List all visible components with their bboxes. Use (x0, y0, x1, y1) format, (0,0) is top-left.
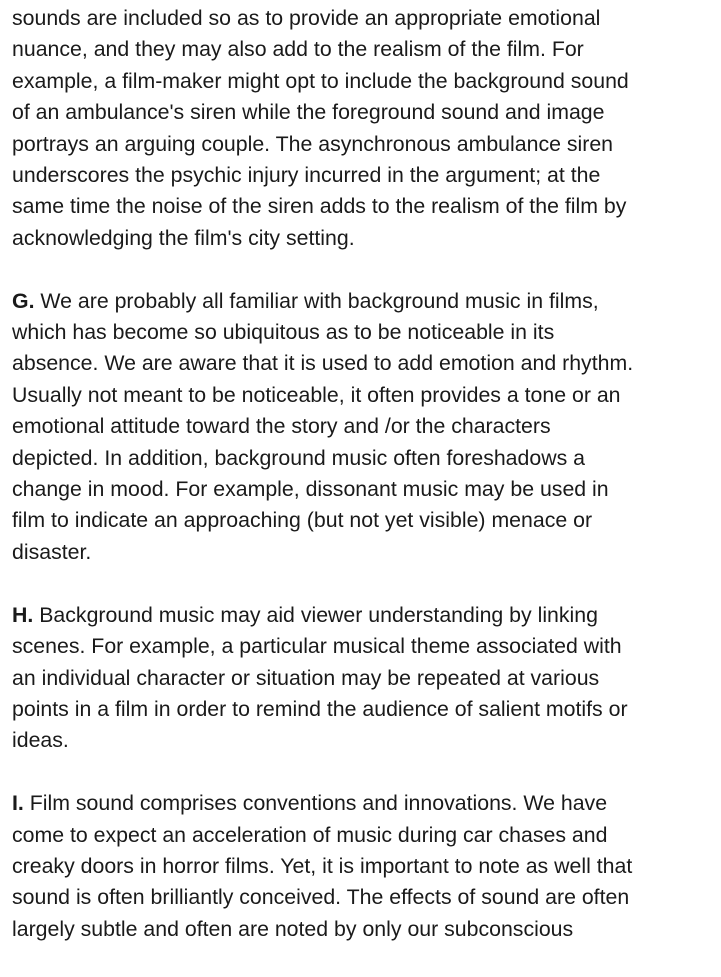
paragraph-label: I. (12, 791, 24, 816)
paragraph-g (12, 286, 712, 569)
text-line: nuance, and they may also add to the realism of the film. For (12, 37, 584, 62)
text-line (12, 600, 712, 631)
text-line: scenes. For example, a particular musical theme associated with (12, 634, 622, 659)
text-line-content: We are probably all familiar with background music in films, (34, 288, 599, 313)
text-line: an individual character or situation may be repeated at various (12, 665, 600, 690)
text-line: same time the noise of the siren adds to the realism of the film by (12, 194, 627, 219)
text-line: depicted. In addition, background music often foreshadows a (12, 445, 586, 470)
text-line-content: Background music may aid viewer understanding by linking (33, 602, 598, 627)
text-line: absence. We are aware that it is used to add emotion and rhythm. (12, 351, 634, 376)
text-line: points in a film in order to remind the audience of salient motifs or (12, 696, 628, 721)
text-line: change in mood. For example, dissonant music may be used in (12, 477, 609, 502)
paragraph-h (12, 600, 712, 757)
text-line: come to expect an acceleration of music during car chases and (12, 822, 608, 847)
text-line: which has become so ubiquitous as to be noticeable in its (12, 320, 555, 345)
text-line: film to indicate an approaching (but not yet visible) menace or (12, 508, 593, 533)
text-line: Usually not meant to be noticeable, it often provides a tone or an (12, 382, 621, 407)
text-line (12, 286, 712, 317)
text-line: portrays an arguing couple. The asynchronous ambulance siren (12, 131, 614, 156)
text-line: creaky doors in horror films. Yet, it is important to note as well that (12, 853, 633, 878)
text-line: example, a film-maker might opt to include the background sound (12, 68, 629, 93)
text-line: largely subtle and often are noted by only our subconscious (12, 916, 574, 941)
paragraph-label: G. (12, 288, 35, 313)
text-line: ideas. (12, 728, 69, 753)
paragraph-i (12, 788, 712, 945)
text-line: of an ambulance's siren while the foreground sound and image (12, 100, 605, 125)
text-line: underscores the psychic injury incurred in the argument; at the (12, 163, 601, 188)
text-line: sounds are included so as to provide an appropriate emotional (12, 6, 601, 30)
paragraph-f-continuation (12, 3, 712, 254)
text-line: emotional attitude toward the story and /or the characters (12, 414, 551, 439)
text-line: acknowledging the film's city setting. (12, 225, 355, 250)
document-page (12, 3, 712, 977)
text-line (12, 788, 712, 819)
paragraph-label: H. (12, 602, 34, 627)
text-line: disaster. (12, 539, 92, 564)
text-line: sound is often brilliantly conceived. The effects of sound are often (12, 885, 630, 910)
text-line-content: Film sound comprises conventions and innovations. We have (23, 791, 608, 816)
